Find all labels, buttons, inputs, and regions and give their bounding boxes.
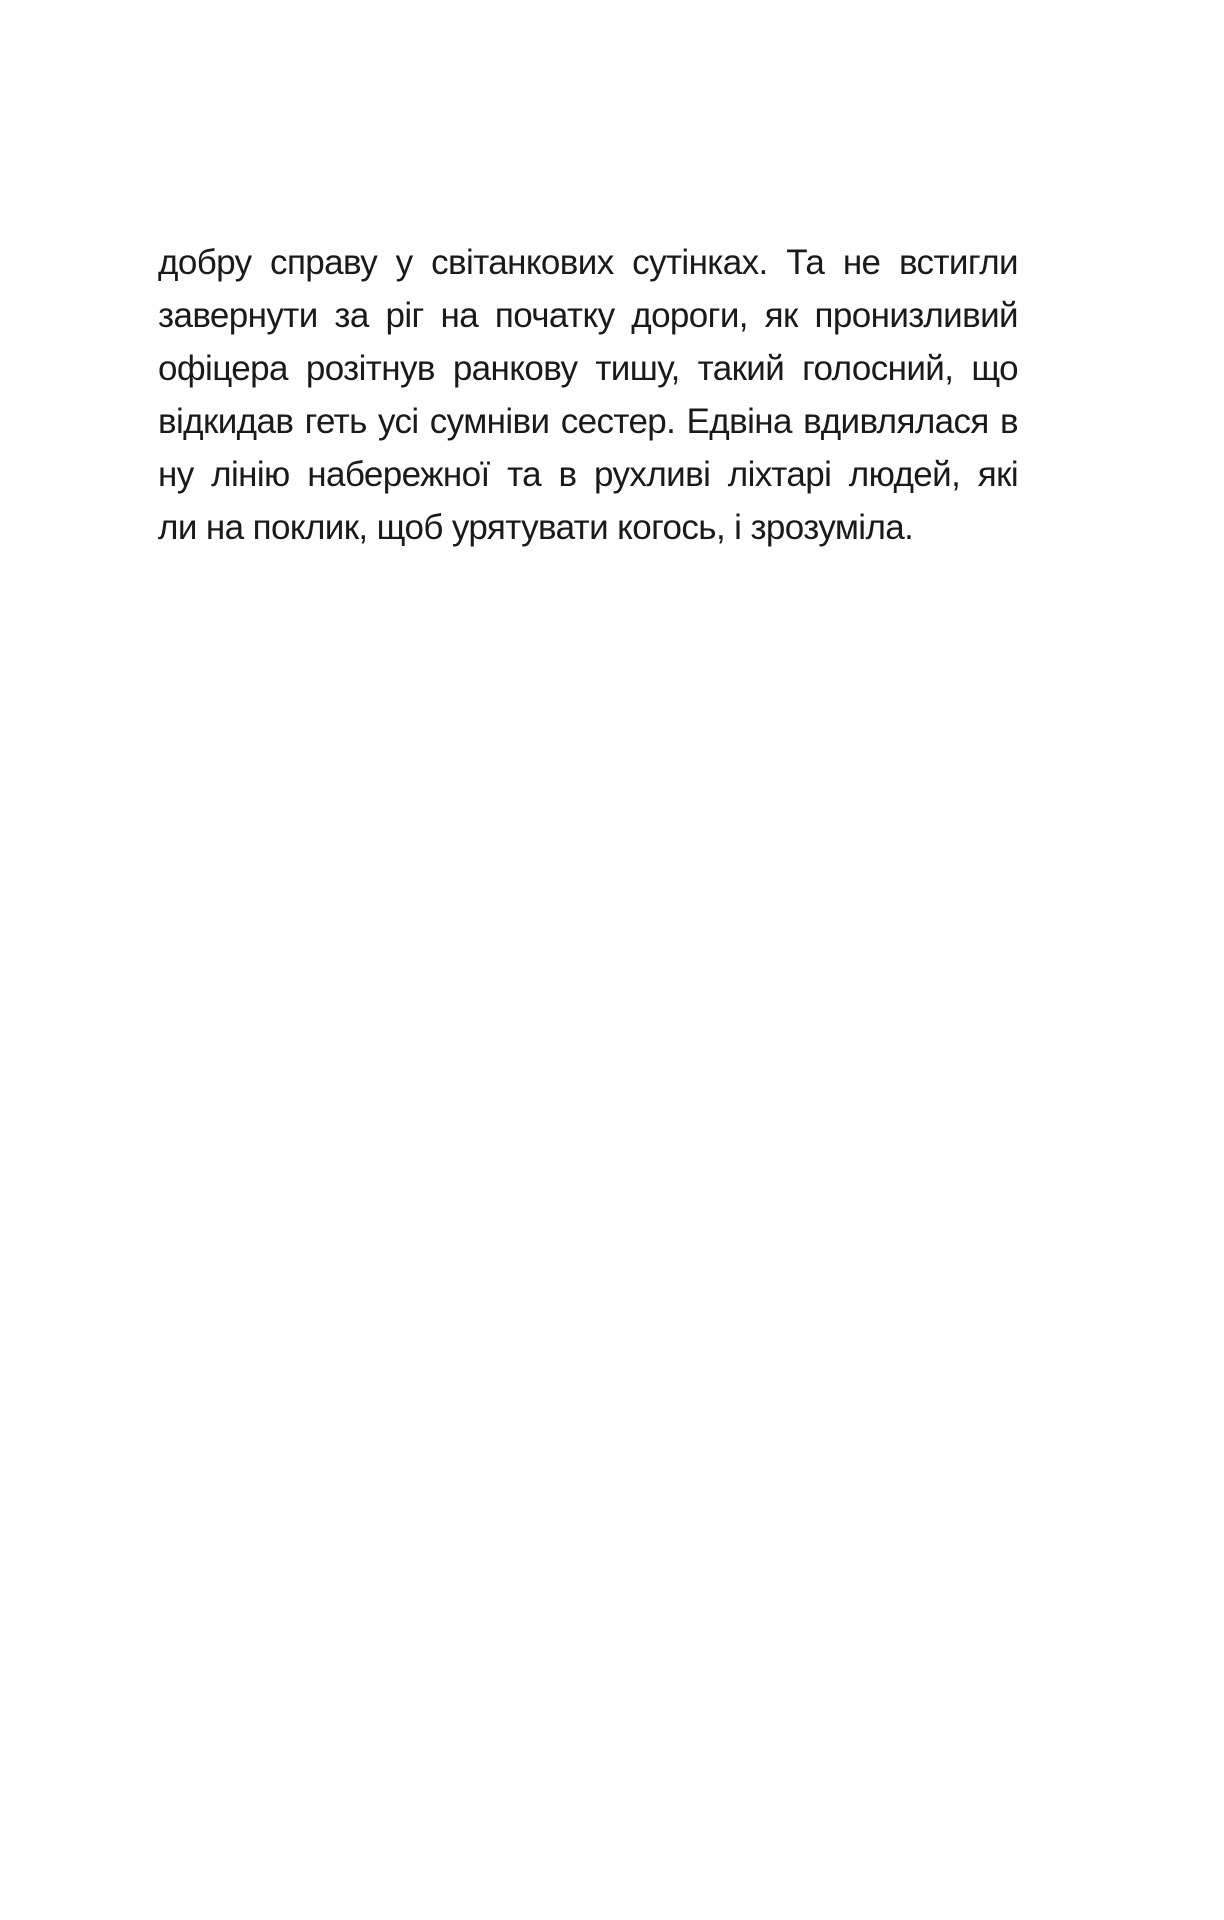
- text-line: відкидав геть усі сумніви сестер. Едвіна вдивлялася в: [158, 402, 1018, 441]
- text-line: завернути за ріг на початку дороги, як пронизливий: [158, 296, 1018, 335]
- text-line: ну лінію набережної та в рухливі ліхтарі людей, які: [158, 455, 1018, 494]
- body-text: [158, 236, 1018, 554]
- text-line: офіцера розітнув ранкову тишу, такий голосний, що: [158, 349, 1018, 388]
- text-line: ли на поклик, щоб урятувати когось, і зрозуміла.: [158, 508, 914, 547]
- text-line: добру справу у світанкових сутінках. Та не встигли: [158, 243, 1018, 282]
